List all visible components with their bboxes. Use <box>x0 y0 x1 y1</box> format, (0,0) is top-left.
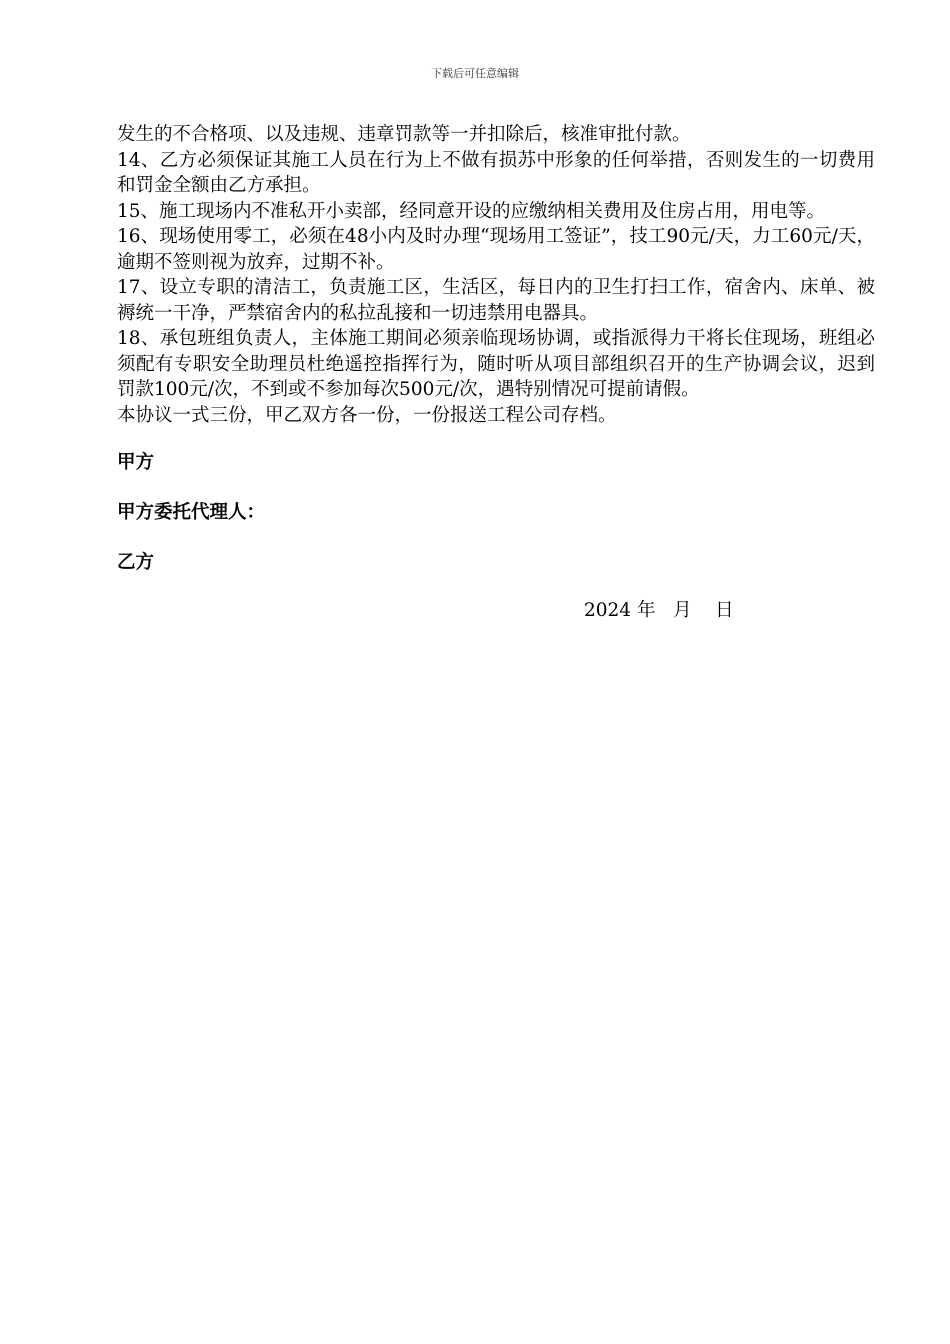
party-a-label: 甲方 <box>117 452 155 473</box>
party-a-agent-label: 甲方委托代理人： <box>117 502 266 523</box>
page-header-note: 下载后可任意编辑 <box>431 67 519 80</box>
document-body <box>117 122 875 624</box>
signing-date: 2024 年 月 日 <box>584 600 734 621</box>
clause-17: 17、设立专职的清洁工，负责施工区，生活区，每日内的卫生打扫工作，宿舍内、床单、被褥统一干净，严禁宿舍内的私拉乱接和一切违禁用电器具。 <box>117 277 875 324</box>
copies-clause: 本协议一式三份，甲乙双方各一份，一份报送工程公司存档。 <box>117 404 617 426</box>
clause-16: 16、现场使用零工，必须在48小内及时办理“现场用工签证”，技工90元/天，力工60元/天，逾期不签则视为放弃，过期不补。 <box>117 226 875 273</box>
party-b-label: 乙方 <box>117 552 155 573</box>
clause-18: 18、承包班组负责人，主体施工期间必须亲临现场协调，或指派得力干将长住现场，班组必须配有专职安全助理员杜绝遥控指挥行为，随时听从项目部组织召开的生产协调会议，迟到罚款100元/次，不到或不参加每次500元/次，遇特别情况可提前请假。 <box>117 328 875 400</box>
clause-14: 14、乙方必须保证其施工人员在行为上不做有损苏中形象的任何举措，否则发生的一切费用和罚金全额由乙方承担。 <box>117 149 875 196</box>
clause-15: 15、施工现场内不准私开小卖部，经同意开设的应缴纳相关费用及住房占用，用电等。 <box>117 200 826 222</box>
clause-13-continuation: 发生的不合格项、以及违规、违章罚款等一并扣除后，核准审批付款。 <box>117 124 691 145</box>
